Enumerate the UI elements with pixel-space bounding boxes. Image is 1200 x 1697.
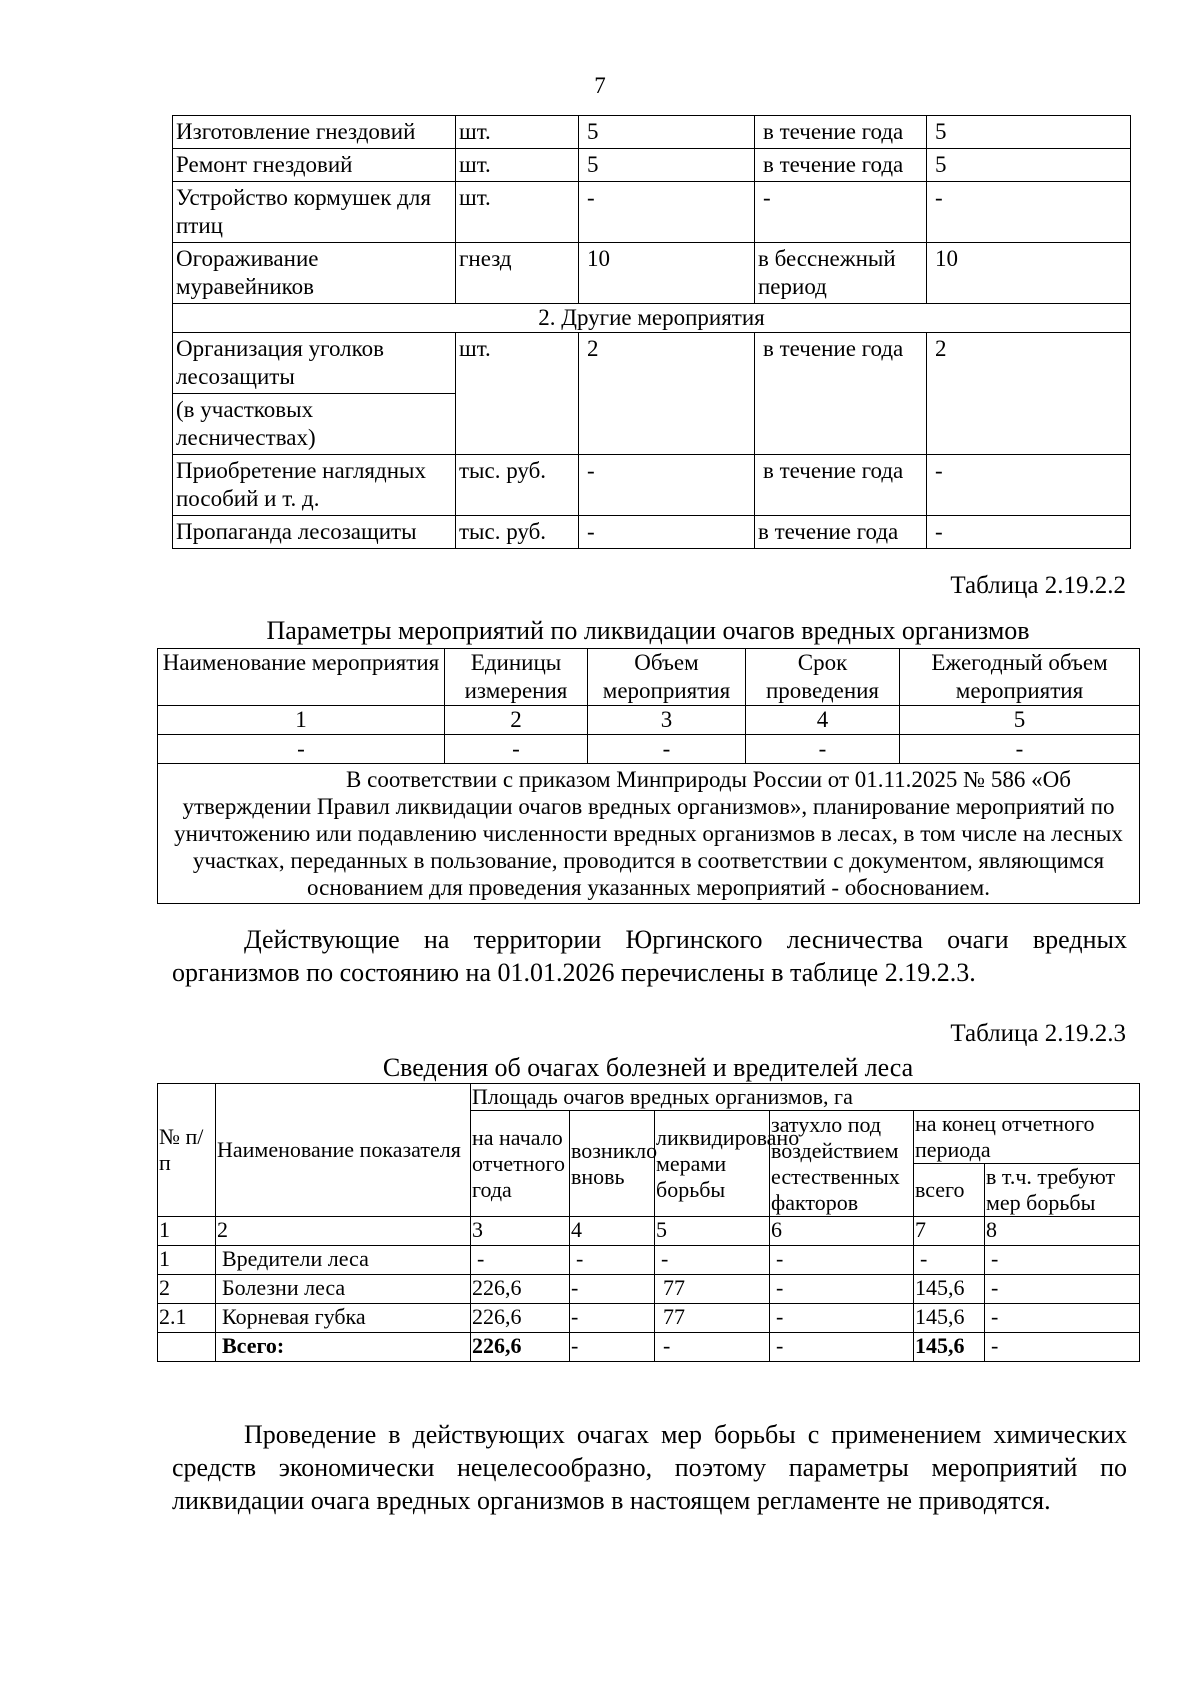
table-cell: 145,6 <box>914 1275 985 1304</box>
column-number: 2 <box>445 706 588 735</box>
table-cell: Ремонт гнездовий <box>173 149 456 182</box>
table-row <box>158 735 1140 764</box>
activities-table <box>172 115 1131 549</box>
table-cell: 10 <box>579 243 755 304</box>
table-cell: 2.1 <box>158 1304 216 1333</box>
table-cell: 5 <box>927 149 1131 182</box>
section-row <box>173 304 1131 333</box>
table-cell: - <box>914 1246 985 1275</box>
column-header: на начало отчетного года <box>471 1111 570 1217</box>
table-cell: 2 <box>158 1275 216 1304</box>
table-cell: Устройство кормушек для птиц <box>173 182 456 243</box>
table-cell: Пропаганда лесозащиты <box>173 516 456 549</box>
table-cell <box>158 1333 216 1362</box>
column-number: 7 <box>914 1217 985 1246</box>
column-header: Площадь очагов вредных организмов, га <box>471 1084 1140 1111</box>
column-number: 3 <box>588 706 746 735</box>
column-header: Объем мероприятия <box>588 649 746 706</box>
column-number: 4 <box>570 1217 655 1246</box>
table-row <box>173 455 1131 516</box>
table-cell: - <box>655 1333 770 1362</box>
column-number: 1 <box>158 706 445 735</box>
table-row <box>173 516 1131 549</box>
table-cell: Приобретение наглядных пособий и т. д. <box>173 455 456 516</box>
table-cell: - <box>770 1246 914 1275</box>
table-cell: - <box>579 455 755 516</box>
table-cell: Организация уголков лесозащиты <box>173 333 456 394</box>
body-paragraph: Проведение в действующих очагах мер борьбы с применением химических средств экономически нецелесообразно, поэтому параметры мероприятий по ликвидации очага вредных организмов в настоящем регламенте не приводятся. <box>172 1420 1127 1515</box>
table-cell: - <box>927 455 1131 516</box>
table-cell: Изготовление гнездовий <box>173 116 456 149</box>
table-cell: - <box>570 1246 655 1275</box>
column-header: ликвидировано мерами борьбы <box>655 1111 770 1217</box>
table-cell: 145,6 <box>914 1304 985 1333</box>
column-number: 6 <box>770 1217 914 1246</box>
table-caption: Таблица 2.19.2.3 <box>950 1020 1126 1047</box>
column-number: 8 <box>985 1217 1140 1246</box>
table-cell: в течение года <box>755 149 927 182</box>
table-cell: - <box>570 1275 655 1304</box>
table-cell: - <box>985 1333 1140 1362</box>
table-header-row <box>158 1084 1140 1111</box>
table-cell: - <box>927 182 1131 243</box>
table-cell: 77 <box>655 1275 770 1304</box>
table-cell: Корневая губка <box>216 1304 471 1333</box>
column-header: Наименование мероприятия <box>158 649 445 706</box>
table-cell: в течение года <box>755 516 927 549</box>
table-cell: - <box>588 735 746 764</box>
table-title: Сведения об очагах болезней и вредителей леса <box>382 1053 914 1082</box>
table-cell: Огораживание муравейников <box>173 243 456 304</box>
table-cell: - <box>158 735 445 764</box>
table-cell: тыс. руб. <box>456 455 579 516</box>
column-number-row <box>158 706 1140 735</box>
table-row <box>173 243 1131 304</box>
section-title: 2. Другие мероприятия <box>173 304 1131 333</box>
table-cell: - <box>579 182 755 243</box>
table-note <box>158 764 1140 904</box>
table-cell: шт. <box>456 149 579 182</box>
column-header: в т.ч. требуют мер борьбы <box>985 1164 1140 1217</box>
table-cell: Вредители леса <box>216 1246 471 1275</box>
table-cell: - <box>755 182 927 243</box>
table-cell: - <box>900 735 1140 764</box>
table-cell: шт. <box>456 333 579 455</box>
pest-foci-table <box>157 1083 1140 1362</box>
column-number: 5 <box>655 1217 770 1246</box>
table-cell: Болезни леса <box>216 1275 471 1304</box>
column-number: 2 <box>216 1217 471 1246</box>
note-row <box>158 764 1140 904</box>
column-header: Единицы измерения <box>445 649 588 706</box>
table-cell: - <box>985 1275 1140 1304</box>
column-number: 5 <box>900 706 1140 735</box>
page-number: 7 <box>594 73 606 98</box>
table-cell: 10 <box>927 243 1131 304</box>
total-row <box>158 1333 1140 1362</box>
column-header: № п/п <box>158 1084 216 1217</box>
table-caption: Таблица 2.19.2.2 <box>950 572 1126 599</box>
table-cell: (в участковых лесничествах) <box>173 394 456 455</box>
table-cell: - <box>655 1246 770 1275</box>
table-cell: 145,6 <box>914 1333 985 1362</box>
table-cell: 5 <box>579 149 755 182</box>
table-cell: - <box>570 1333 655 1362</box>
table-cell: 2 <box>927 333 1131 455</box>
table-cell: в течение года <box>755 455 927 516</box>
table-title: Параметры мероприятий по ликвидации очагов вредных организмов <box>266 616 1030 645</box>
table-cell: - <box>579 516 755 549</box>
table-cell: 226,6 <box>471 1304 570 1333</box>
table-cell: - <box>985 1246 1140 1275</box>
table-cell: 5 <box>579 116 755 149</box>
table-cell: - <box>570 1304 655 1333</box>
column-number: 1 <box>158 1217 216 1246</box>
table-row <box>173 116 1131 149</box>
table-row <box>173 182 1131 243</box>
column-header: возникло вновь <box>570 1111 655 1217</box>
table-cell: гнезд <box>456 243 579 304</box>
table-cell: шт. <box>456 182 579 243</box>
body-paragraph: Действующие на территории Юргинского лесничества очаги вредных организмов по состоянию на 01.01.2026 перечислены в таблице 2.19.2.3. <box>172 925 1127 987</box>
table-row <box>158 1304 1140 1333</box>
note-text: В соответствии с приказом Минприроды России от 01.11.2025 № 586 «Об утверждении Правил ликвидации очагов вредных организмов», планирование мероприятий по уничтожению или подавлению численности вредных организмов в лесах, в том числе на лесных участках, переданных в пользование, проводится в соответствии с документом, являющимся основанием для проведения указанных мероприятий - обоснованием. <box>174 767 1123 900</box>
table-cell: 226,6 <box>471 1333 570 1362</box>
table-cell: 77 <box>655 1304 770 1333</box>
table-row <box>173 149 1131 182</box>
table-cell: 226,6 <box>471 1275 570 1304</box>
table-cell: 1 <box>158 1246 216 1275</box>
table-cell: тыс. руб. <box>456 516 579 549</box>
column-header: Наименование показателя <box>216 1084 471 1217</box>
table-header-row <box>158 649 1140 706</box>
table-cell: в бесснежный период <box>755 243 927 304</box>
column-number-row <box>158 1217 1140 1246</box>
column-header: Ежегодный объем мероприятия <box>900 649 1140 706</box>
column-number: 4 <box>746 706 900 735</box>
total-label: Всего: <box>216 1333 471 1362</box>
table-row <box>158 1246 1140 1275</box>
column-header: на конец отчетного периода <box>914 1111 1140 1164</box>
table-cell: шт. <box>456 116 579 149</box>
table-cell: - <box>927 516 1131 549</box>
table-cell: - <box>746 735 900 764</box>
column-header: всего <box>914 1164 985 1217</box>
table-cell: - <box>445 735 588 764</box>
table-row <box>158 1275 1140 1304</box>
table-cell: - <box>770 1304 914 1333</box>
table-cell: - <box>471 1246 570 1275</box>
table-cell: 2 <box>579 333 755 455</box>
table-cell: в течение года <box>755 333 927 455</box>
table-row <box>173 333 1131 394</box>
column-header: затухло под воздействием естественных факторов <box>770 1111 914 1217</box>
table-cell: в течение года <box>755 116 927 149</box>
liquidation-parameters-table <box>157 648 1140 904</box>
table-cell: 5 <box>927 116 1131 149</box>
table-cell: - <box>770 1333 914 1362</box>
column-number: 3 <box>471 1217 570 1246</box>
column-header: Срок проведения <box>746 649 900 706</box>
table-cell: - <box>985 1304 1140 1333</box>
table-cell: - <box>770 1275 914 1304</box>
